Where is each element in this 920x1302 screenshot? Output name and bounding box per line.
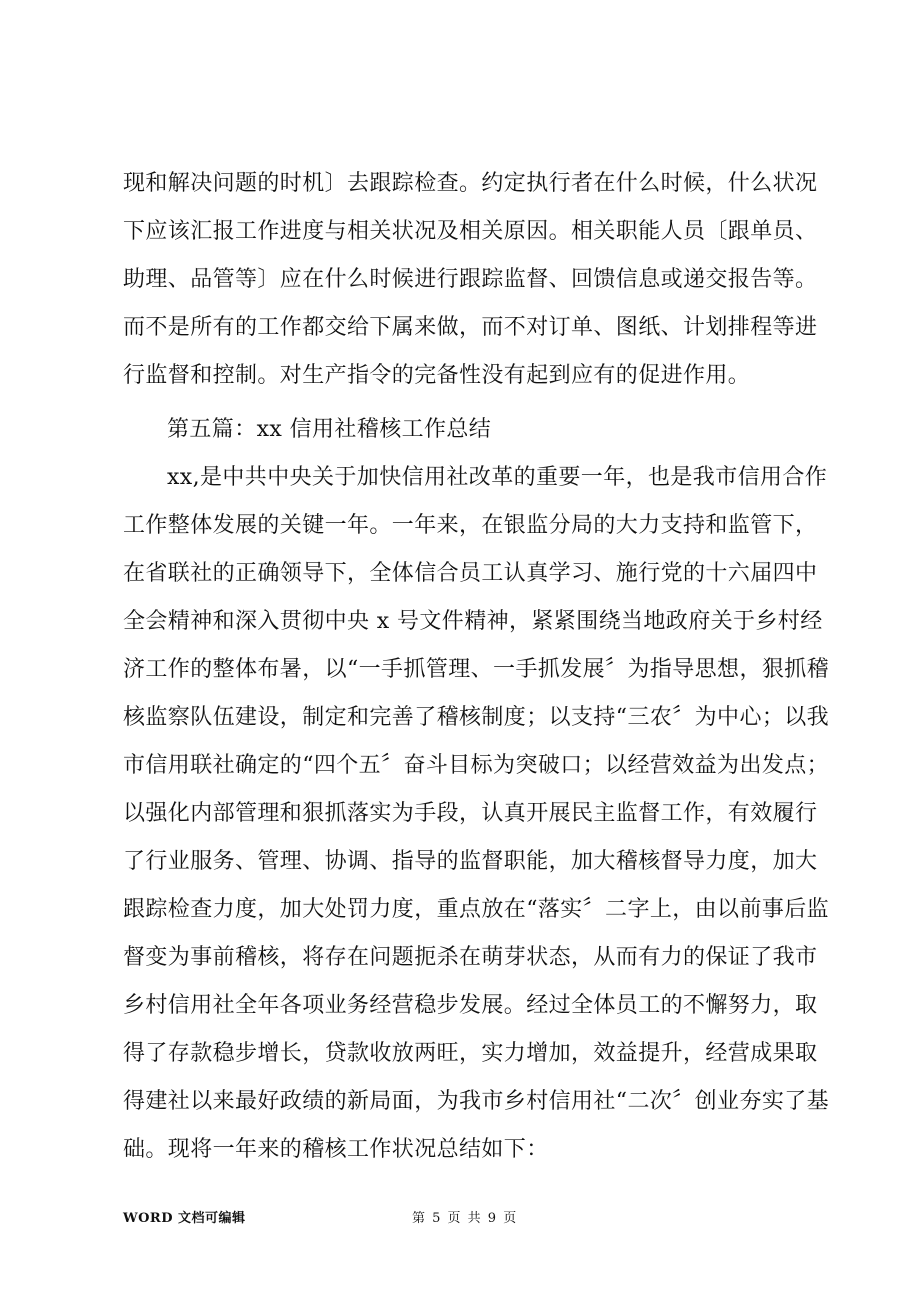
body-text-line: 础。现将一年来的稽核工作状况总结如下： xyxy=(123,1137,549,1162)
body-text-line: xx,是中共中央关于加快信用社改革的重要一年，也是我市信用合作 xyxy=(167,465,828,490)
body-text-line: 市信用联社确定的“四个五〞奋斗目标为突破口；以经营效益为出发点； xyxy=(123,753,830,778)
body-text-line: 得了存款稳步增长，贷款收放两旺，实力增加，效益提升，经营成果取 xyxy=(123,1041,818,1066)
body-text-line: 督变为事前稽核，将存在问题扼杀在萌芽状态，从而有力的保证了我市 xyxy=(123,945,818,970)
body-text-line: 乡村信用社全年各项业务经营稳步发展。经过全体员工的不懈努力，取 xyxy=(123,993,818,1018)
body-text-line: 工作整体发展的关键一年。一年来，在银监分局的大力支持和监管下， xyxy=(123,513,818,538)
body-text-line: 下应该汇报工作进度与相关状况及相关原因。相关职能人员〔跟单员、 xyxy=(123,219,818,244)
section-heading: 第五篇：xx 信用社稽核工作总结 xyxy=(167,417,492,442)
body-text-line: 在省联社的正确领导下，全体信合员工认真学习、施行党的十六届四中 xyxy=(123,561,818,586)
body-text-line: 跟踪检查力度，加大处罚力度，重点放在“落实〞二字上，由以前事后监 xyxy=(123,897,830,922)
body-text-line: 核监察队伍建设，制定和完善了稽核制度；以支持“三农〞为中心；以我 xyxy=(123,705,830,730)
body-text-line: 以强化内部管理和狠抓落实为手段，认真开展民主监督工作，有效履行 xyxy=(123,801,818,826)
body-text-line: 行监督和控制。对生产指令的完备性没有起到应有的促进作用。 xyxy=(123,363,751,388)
body-text-line: 而不是所有的工作都交给下属来做，而不对订单、图纸、计划排程等进 xyxy=(123,315,818,340)
body-text-line: 得建社以来最好政绩的新局面，为我市乡村信用社“二次〞创业夯实了基 xyxy=(123,1089,830,1114)
page-number: 第 5 页 共 9 页 xyxy=(412,1211,518,1226)
body-text-line: 助理、品管等〕应在什么时候进行跟踪监督、回馈信息或递交报告等。 xyxy=(123,267,818,292)
body-text-line: 济工作的整体布暑，以“一手抓管理、一手抓发展〞为指导思想，狠抓稽 xyxy=(123,657,830,682)
body-text-line: 全会精神和深入贯彻中央 x 号文件精神，紧紧围绕当地政府关于乡村经 xyxy=(123,609,823,634)
footer-label: WORD 文档可编辑 xyxy=(123,1211,246,1226)
body-text-line: 了行业服务、管理、协调、指导的监督职能，加大稽核督导力度，加大 xyxy=(123,849,818,874)
body-text-line: 现和解决问题的时机〕去跟踪检查。约定执行者在什么时候，什么状况 xyxy=(123,171,818,196)
